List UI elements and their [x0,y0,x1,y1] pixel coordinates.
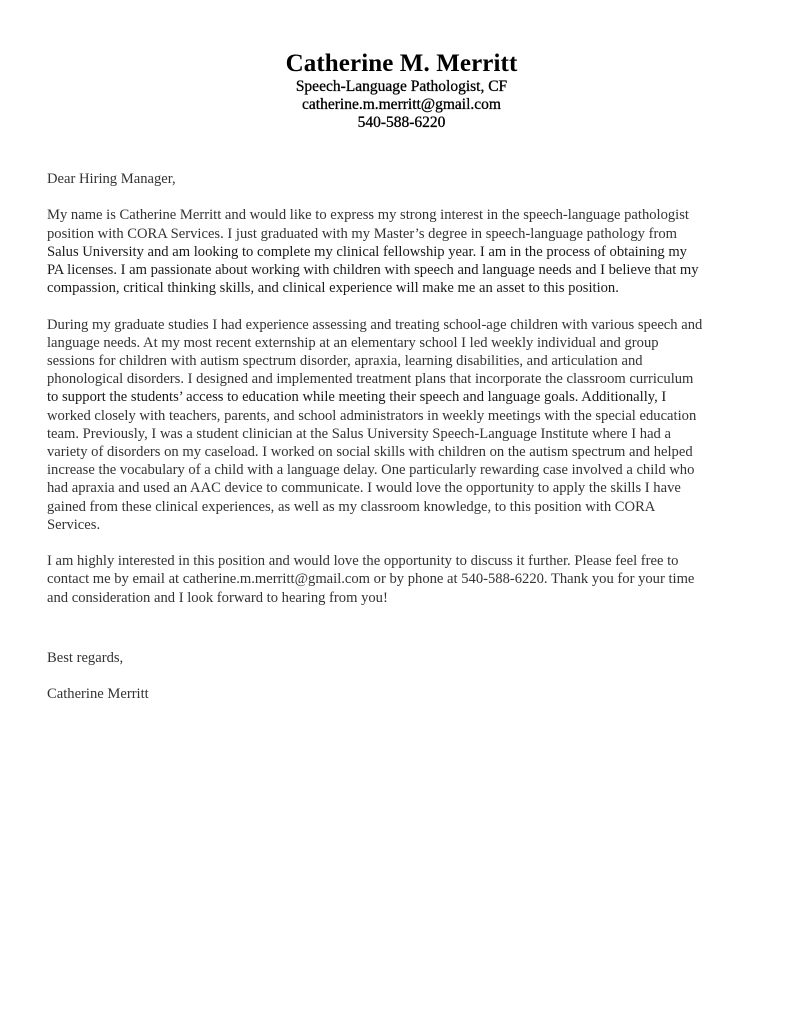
paragraph-intro [47,206,767,297]
paragraph-line: position with CORA Services. I just graduated with my Master’s degree in speech-language pathology from [47,225,677,242]
paragraph-line: During my graduate studies I had experience assessing and treating school-age children with various speech and [47,316,703,333]
applicant-email: catherine.m.merritt@gmail.com [302,96,501,113]
paragraph-line: worked closely with teachers, parents, and school administrators in weekly meetings with the special education [47,407,697,424]
paragraph-line: and consideration and I look forward to hearing from you! [47,589,388,606]
paragraph-line: to support the students’ access to education while meeting their speech and language goals. Additionally, I [47,389,667,406]
paragraph-line: team. Previously, I was a student clinician at the Salus University Speech-Language Institute where I had a [47,425,671,442]
paragraph-line: compassion, critical thinking skills, and clinical experience will make me an asset to this position. [47,280,619,297]
paragraph-line: gained from these clinical experiences, as well as my classroom knowledge, to this position with CORA [47,498,656,515]
paragraph-line: Salus University and am looking to complete my clinical fellowship year. I am in the process of obtaining my [47,243,687,260]
letterhead [0,50,791,132]
applicant-title: Speech-Language Pathologist, CF [295,78,508,95]
paragraph-line: Services. [47,516,101,533]
paragraph-experience [47,316,767,534]
paragraph-line: had apraxia and used an AAC device to communicate. I would love the opportunity to apply the skills I have [47,480,681,497]
letter-body [47,170,767,625]
paragraph-line: sessions for children with autism spectrum disorder, apraxia, learning disabilities, and articulation and [47,353,643,369]
paragraph-line: language needs. At my most recent externship at an elementary school I led weekly individual and group [47,334,659,351]
salutation [47,170,767,188]
closing-phrase: Best regards, [47,650,124,666]
paragraph-line: My name is Catherine Merritt and would like to express my strong interest in the speech-language pathologist [47,207,689,224]
paragraph-line: phonological disorders. I designed and implemented treatment plans that incorporate the classroom curriculum [47,371,694,388]
applicant-phone: 540-588-6220 [357,114,446,131]
paragraph-line: contact me by email at catherine.m.merritt@gmail.com or by phone at 540-588-6220. Thank you for your time [47,571,695,588]
paragraph-line: variety of disorders on my caseload. I worked on social skills with children on the autism spectrum and helped [47,444,693,461]
signature-name: Catherine Merritt [47,686,149,702]
paragraph-closing [47,552,767,607]
paragraph-line: increase the vocabulary of a child with a language delay. One particularly rewarding case involved a child who [47,462,695,479]
paragraph-line: I am highly interested in this position and would love the opportunity to discuss it further. Please feel free to [47,553,679,570]
paragraph-line: PA licenses. I am passionate about working with children with speech and language needs and I believe that my [47,262,699,278]
applicant-name: Catherine M. Merritt [285,50,518,77]
salutation-text: Dear Hiring Manager, [47,171,176,187]
